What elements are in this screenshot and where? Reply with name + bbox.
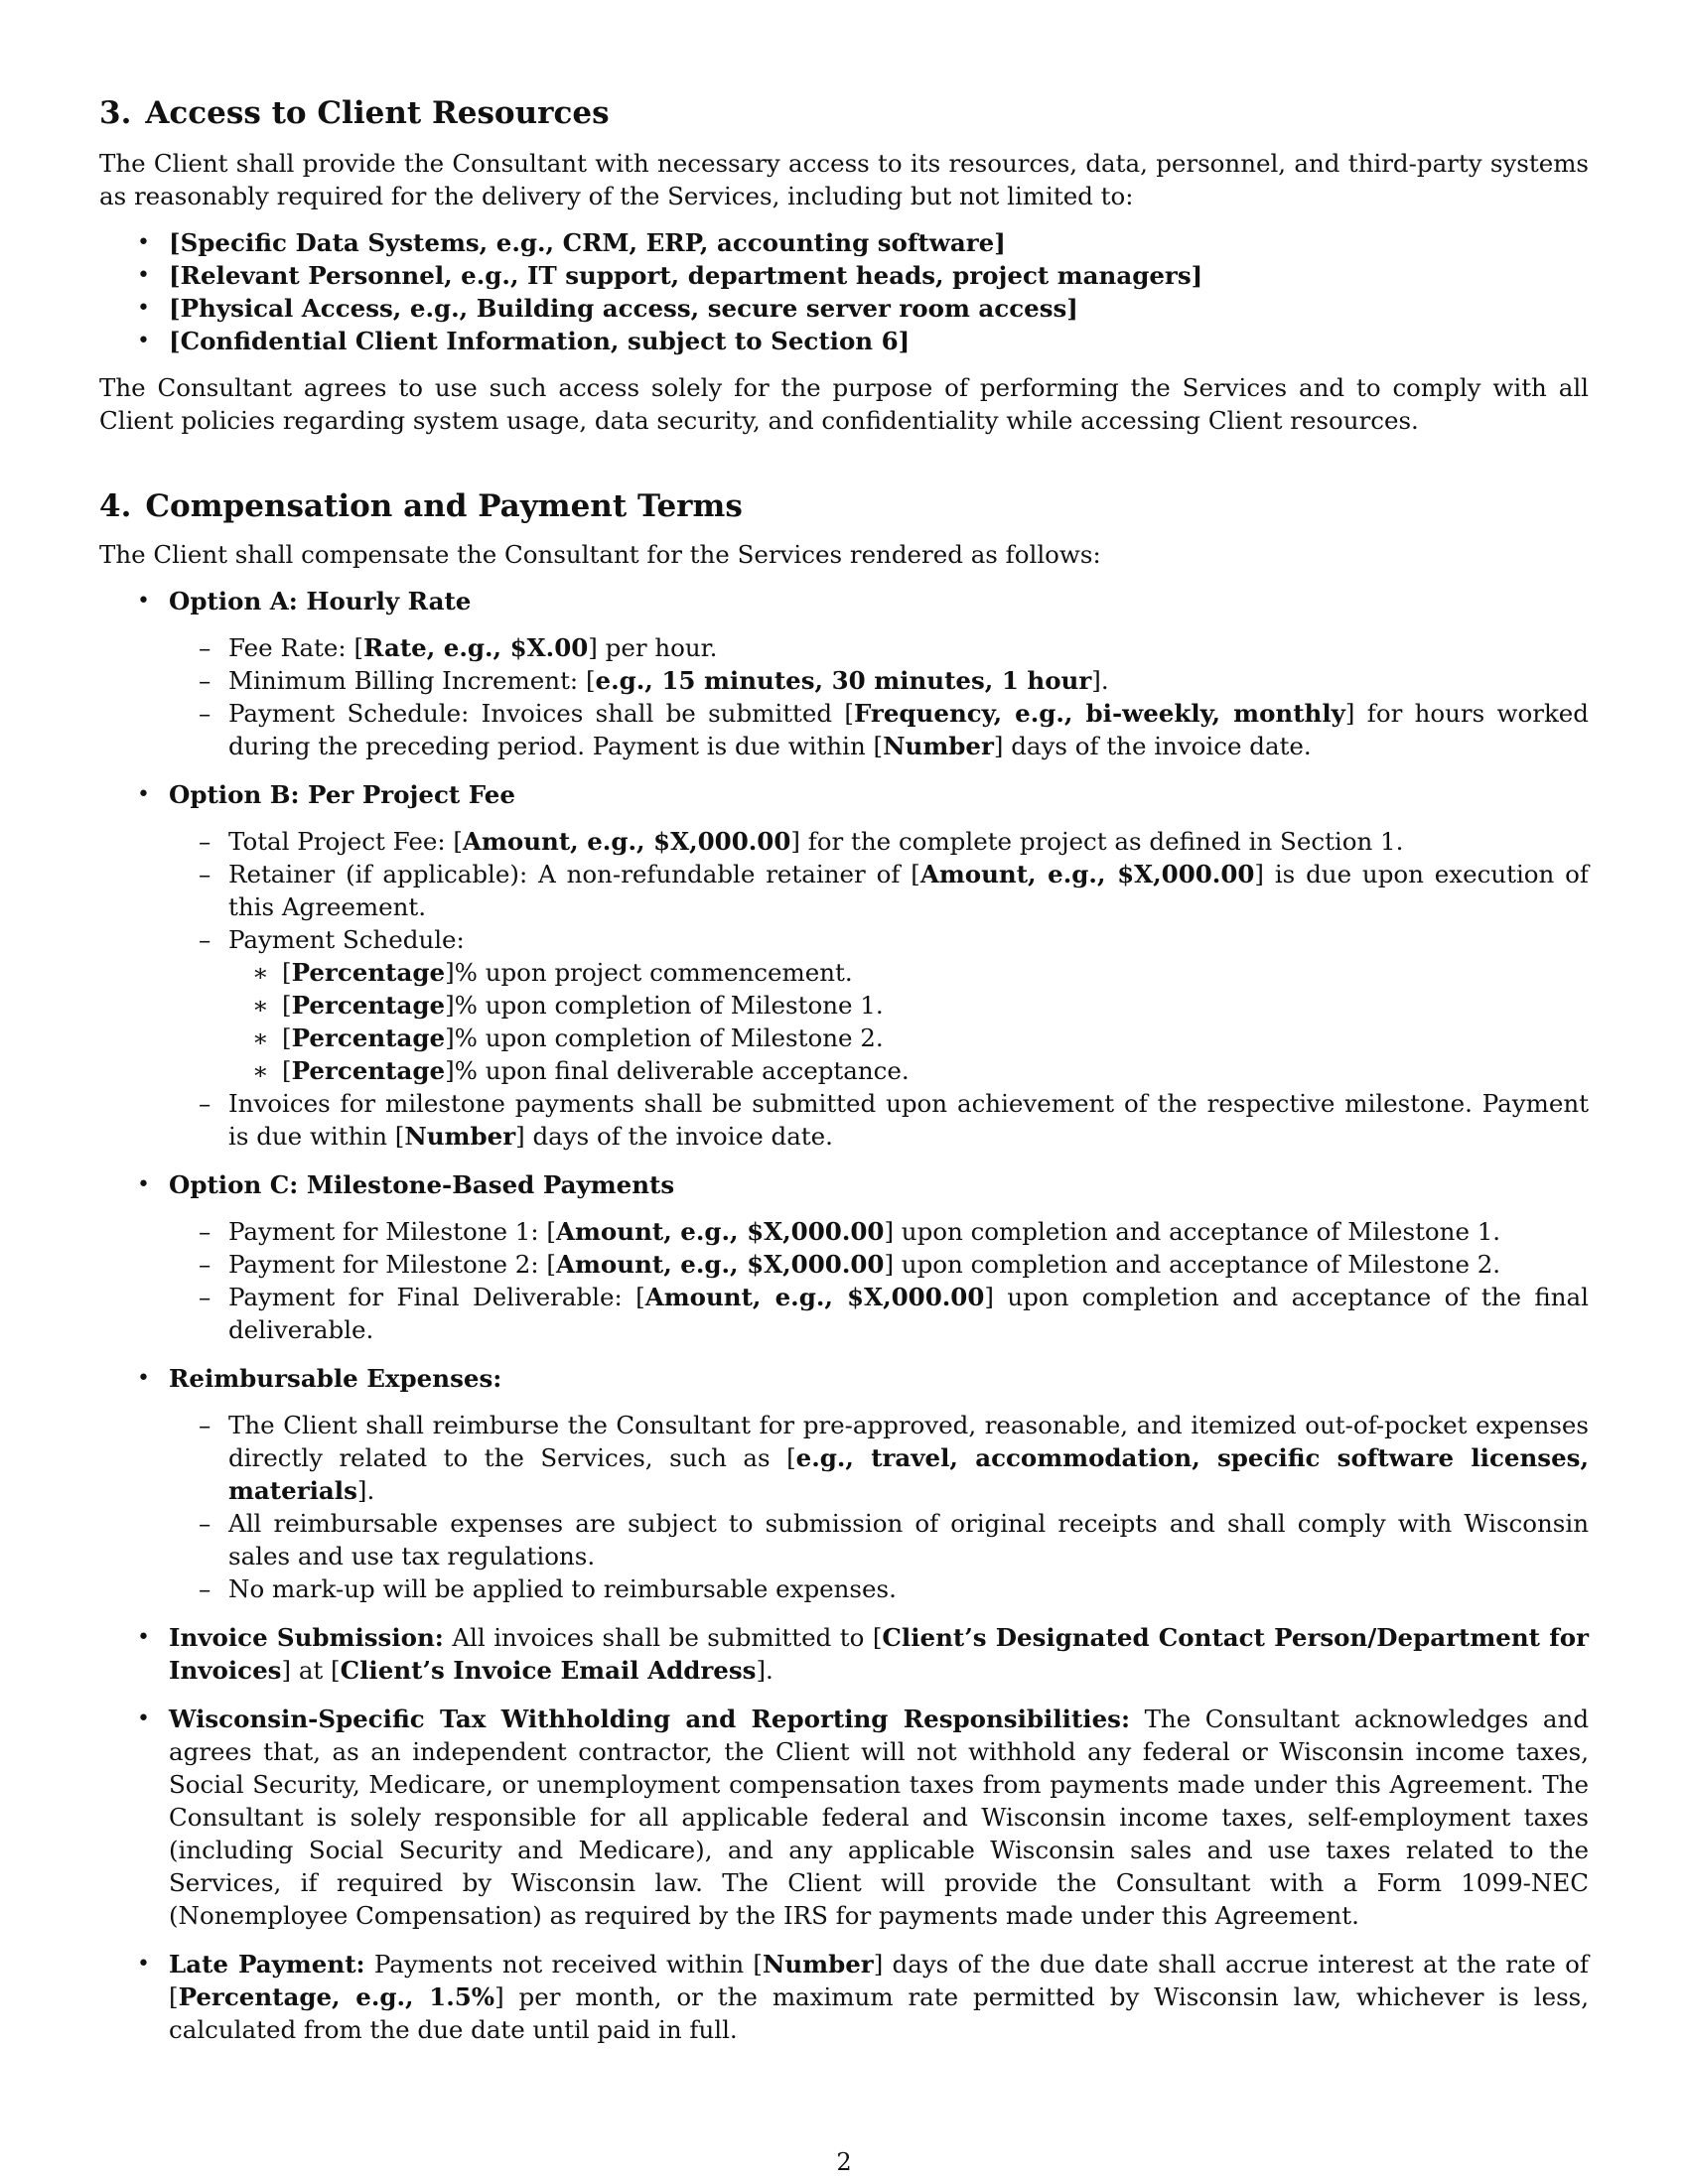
section-4-title: Compensation and Payment Terms: [145, 488, 743, 524]
list-item: – Invoices for milestone payments shall be submitted upon achievement of the respective milestone. Payment is due within [Number] days of the invoice date.: [169, 1087, 1589, 1153]
list-item: ∗ [Percentage]% upon project commencement.: [228, 956, 1589, 989]
list-item: ∗ [Percentage]% upon completion of Milestone 1.: [228, 989, 1589, 1022]
tax-responsibilities: • Wisconsin-Specific Tax Withholding and Reporting Responsibilities: The Consultant acknowledges and agrees that, as an independent contractor, the Client will not withhold any federal or Wisconsin income taxes, Social Security, Medicare, or unemployment compensation taxes from payments made under this Agreement. The Consultant is solely responsible for all applicable federal and Wisconsin income taxes, self-employment taxes (including Social Security and Medicare), and any applicable Wisconsin sales and use taxes related to the Services, if required by Wisconsin law. The Client will provide the Consultant with a Form 1099-NEC (Nonemployee Compensation) as required by the IRS for payments made under this Agreement.: [99, 1703, 1589, 1932]
option-b: [99, 778, 1589, 1153]
section-3-heading: [99, 93, 1589, 133]
reimbursable-expenses: [99, 1362, 1589, 1605]
list-item: – Payment Schedule: ∗ [Percentage]% upon project commencement. ∗ [Percentage]% upon completion of Milestone 1. ∗ [Percentage]% upon completion of Milestone 2. ∗ [Percentage]% upon final deliverable acceptance.: [169, 923, 1589, 1087]
list-item: – No mark-up will be applied to reimbursable expenses.: [169, 1572, 1589, 1605]
list-item: • [Physical Access, e.g., Building access, secure server room access]: [99, 292, 1589, 325]
section-4-number: 4.: [99, 488, 132, 524]
list-item: – The Client shall reimburse the Consultant for pre-approved, reasonable, and itemized out-of-pocket expenses directly related to the Services, such as [e.g., travel, accommodation, specific software licenses, materials].: [169, 1409, 1589, 1507]
option-b-heading: Option B: Per Project Fee: [169, 780, 515, 809]
list-item: – Minimum Billing Increment: [e.g., 15 minutes, 30 minutes, 1 hour].: [169, 664, 1589, 697]
list-item: – Payment for Milestone 1: [Amount, e.g., $X,000.00] upon completion and acceptance of Milestone 1.: [169, 1215, 1589, 1248]
option-a-heading: Option A: Hourly Rate: [169, 587, 472, 615]
list-item: – Payment for Final Deliverable: [Amount, e.g., $X,000.00] upon completion and acceptance of the final deliverable.: [169, 1281, 1589, 1346]
list-item: – Payment Schedule: Invoices shall be submitted [Frequency, e.g., bi-weekly, monthly] for hours worked during the preceding period. Payment is due within [Number] days of the invoice date.: [169, 697, 1589, 762]
list-item: – Retainer (if applicable): A non-refundable retainer of [Amount, e.g., $X,000.00] is due upon execution of this Agreement.: [169, 858, 1589, 923]
list-item: • [Relevant Personnel, e.g., IT support, department heads, project managers]: [99, 259, 1589, 292]
compensation-options-list: [99, 585, 1589, 2046]
reimbursable-heading: Reimbursable Expenses:: [169, 1364, 502, 1393]
section-4-intro: The Client shall compensate the Consultant for the Services rendered as follows:: [99, 540, 1101, 569]
section-3-closing: The Consultant agrees to use such access solely for the purpose of performing the Services and to comply with all Client policies regarding system usage, data security, and confidentiality while accessing Client resources.: [99, 373, 1589, 435]
section-3: [99, 93, 1589, 437]
invoice-submission: • Invoice Submission: All invoices shall be submitted to [Client’s Designated Contact Person/Department for Invoices] at [Client’s Invoice Email Address].: [99, 1621, 1589, 1687]
section-3-resource-list: [99, 226, 1589, 357]
section-3-title: Access to Client Resources: [145, 95, 610, 131]
document-page: [99, 0, 1589, 2184]
list-item: • [Specific Data Systems, e.g., CRM, ERP, accounting software]: [99, 226, 1589, 259]
option-c-heading: Option C: Milestone-Based Payments: [169, 1170, 675, 1199]
section-4-heading: [99, 486, 1589, 526]
list-item: ∗ [Percentage]% upon final deliverable acceptance.: [228, 1054, 1589, 1087]
list-item: • [Confidential Client Information, subject to Section 6]: [99, 325, 1589, 357]
option-a: [99, 585, 1589, 762]
section-3-intro: The Client shall provide the Consultant with necessary access to its resources, data, personnel, and third-party systems as reasonably required for the delivery of the Services, including but not limited to:: [99, 149, 1589, 210]
page-number: 2: [836, 2148, 852, 2176]
list-item: – Payment for Milestone 2: [Amount, e.g., $X,000.00] upon completion and acceptance of Milestone 2.: [169, 1248, 1589, 1281]
option-c: [99, 1168, 1589, 1346]
late-payment: • Late Payment: Payments not received within [Number] days of the due date shall accrue interest at the rate of [Percentage, e.g., 1.5%] per month, or the maximum rate permitted by Wisconsin law, whichever is less, calculated from the due date until paid in full.: [99, 1948, 1589, 2046]
section-3-number: 3.: [99, 95, 132, 131]
list-item: ∗ [Percentage]% upon completion of Milestone 2.: [228, 1022, 1589, 1054]
section-4: [99, 486, 1589, 2046]
list-item: – All reimbursable expenses are subject to submission of original receipts and shall comply with Wisconsin sales and use tax regulations.: [169, 1507, 1589, 1572]
list-item: – Total Project Fee: [Amount, e.g., $X,000.00] for the complete project as defined in Section 1.: [169, 825, 1589, 858]
list-item: – Fee Rate: [Rate, e.g., $X.00] per hour.: [169, 631, 1589, 664]
